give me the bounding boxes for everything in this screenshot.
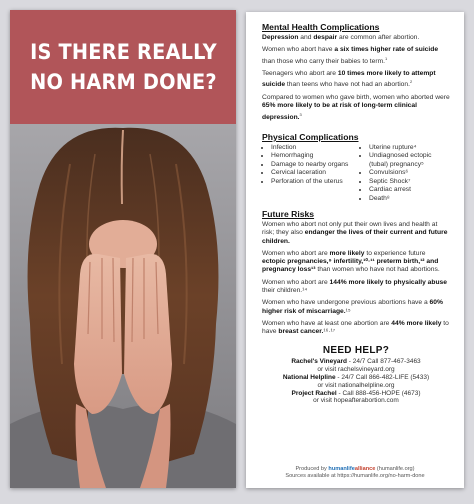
woman-covering-face-photo [10,124,236,488]
produced-by-line: Produced by humanlifealliance (humanlife.org) [295,466,415,472]
list-item: • Convulsions⁶ [369,169,450,177]
future-paragraph-3: Women who abort are 144% more likely to physically abuse their children.¹⁴ [262,278,447,294]
mental-paragraph-2: Women who abort have a six times higher rate of suicide than those who carry their babies to term.$^1$ [262,46,439,65]
future-paragraph-4: Women who have undergone previous abortions have a 60% higher risk of miscarriage.¹⁵ [262,299,443,315]
footer [246,466,464,480]
back-panel [246,12,464,488]
physical-list-right [360,144,450,203]
need-help-section [262,345,450,405]
alliance-logo-text: alliance [354,466,376,472]
headline-line-2: NO HARM DONE? [29,70,217,94]
headline-line-1: IS THERE REALLY [29,40,217,64]
mental-paragraph-3: Teenagers who abort are 10 times more likely to attempt suicide than teens who have not had an abortion.$^2$ [262,70,436,89]
headline [30,37,217,97]
mental-paragraph-1: Depression and despair are common after abortion. [262,34,420,41]
physical-complications-list [262,144,450,203]
national-helpline-link[interactable]: or visit nationalhelpline.org [317,381,395,389]
list-item: • Uterine rupture⁴ [369,144,450,152]
future-risks-title: Future Risks [262,208,315,219]
rachels-vineyard-link[interactable]: or visit rachelsvineyard.org [317,366,395,374]
list-item: • Septic Shock⁷ [369,178,450,186]
mental-health-title: Mental Health Complications [262,22,380,32]
need-help-title: NEED HELP? [322,345,390,357]
list-item: • Hemorrhaging [271,152,352,160]
list-item: • Perforation of the uterus [271,178,352,186]
list-item: • Death⁸ [369,195,450,203]
humanlife-logo-text: humanlife [328,466,355,472]
mental-paragraph-4: Compared to women who gave birth, women who aborted were 65% more likely to be at risk of long-term clinical depression.$^3$ [262,93,450,121]
future-paragraph-5: Women who have at least one abortion are 44% more likely to have breast cancer.¹⁶·¹⁷ [262,319,449,336]
list-item: • Cardiac arrest [369,186,450,194]
project-rachel-line: Project Rachel - Call 888-456-HOPE (4673) [291,389,421,397]
list-item: • Cervical laceration [271,169,352,177]
list-item: • Undiagnosed ectopic (tubal) pregnancy⁵ [369,152,450,169]
physical-complications-title: Physical Complications [262,132,359,143]
physical-list-left [262,144,352,203]
list-item: • Damage to nearby organs [271,161,352,169]
photo-illustration [10,124,236,488]
rachels-vineyard-line: Rachel's Vineyard - 24/7 Call 877-467-3463 [291,358,421,366]
future-paragraph-1: Women who abort not only put their own lives and health at risk; they also endanger the lives of their current and future children. [262,220,448,245]
project-rachel-link[interactable]: or visit hopeafterabortion.com [313,397,399,405]
future-paragraph-2: Women who abort are more likely to experience future ectopic pregnancies,⁹ infertility,¹⁰·¹¹ preterm birth,¹² and pregnancy loss¹³ than women who have not had abortions. [262,249,440,274]
front-panel [10,10,236,488]
national-helpline-line: National Helpline - 24/7 Call 866-482-LIFE (5433) [282,374,430,382]
headline-banner [10,10,236,124]
list-item: • Infection [271,144,352,152]
sources-line[interactable]: Sources available at https://humanlife.org/no-harm-done [285,473,425,479]
